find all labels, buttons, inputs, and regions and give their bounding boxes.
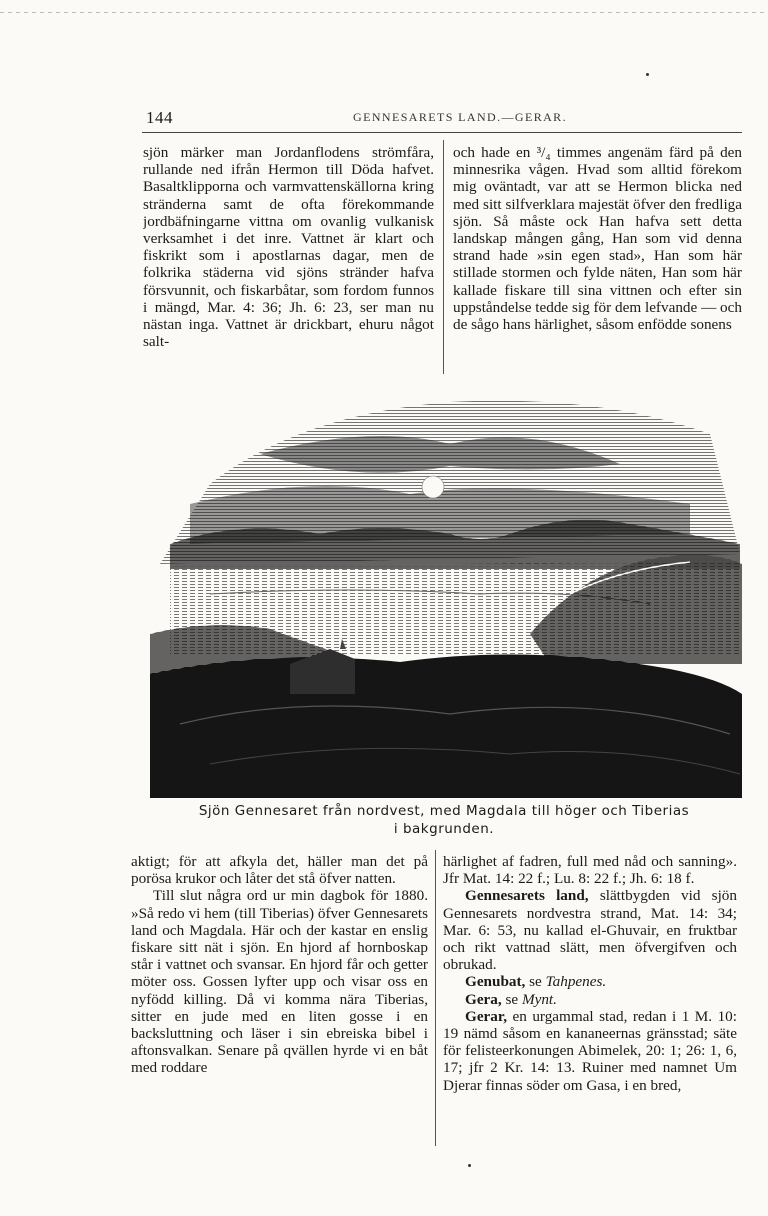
header-rule: [142, 132, 742, 133]
entry-reference: Mynt.: [521, 990, 557, 1008]
bottom-left-column: [131, 853, 428, 1146]
entry-headword: Gera,: [465, 990, 502, 1008]
speck: [468, 1164, 471, 1167]
caption-line: i bakgrunden.: [393, 821, 495, 837]
illustration-caption: [140, 802, 748, 838]
paragraph: aktigt; för att afkyla det, häller man det på porösa krukor och låter det stå öfver natten.: [131, 853, 428, 888]
running-head: GENNESARETS LAND.—GERAR.: [353, 110, 567, 124]
entry-reference: Tahpenes.: [545, 973, 607, 991]
page-number: 144: [146, 108, 173, 127]
scan-edge-line: [0, 12, 768, 13]
bottom-right-column: [443, 853, 737, 1146]
dictionary-entry: [443, 1008, 737, 1094]
dictionary-entry: [443, 973, 737, 990]
entry-headword: Gerar,: [465, 1007, 508, 1025]
entry-body: en urgammal stad, redan i 1 M. 10: 19 nämd såsom en kananeernas gränsstad; säte för felisteerkonungen Abimelek, 20: 1; 26: 1, 6, 17; jfr 2 Kr. 14: 13. Ruiner med namnet Um Djerar finnas söder om Gasa, i en bred,: [443, 1007, 737, 1094]
paragraph: och hade en ³/₄ timmes angenäm färd på den minnesrika vågen. Hvad som alltid förekom mig oväntadt, var att se Hermon blicka ned med sitt silfverklara majestät öfver den fredliga sjön. Så måste ock Han hafva sett detta landskap mången gång, Han som vid denna strand hade »sin egen stad», Han som här stillade stormen och fylde näten, Han som här kallade fiskare till sina vittnen och efter sin uppståndelse tedde sig för dem lefvande — och de sågo hans härlighet, såsom enfödde sonens: [453, 144, 742, 334]
caption-line: Sjön Gennesaret från nordvest, med Magdala till höger och Tiberias: [198, 803, 690, 819]
entry-see: se: [501, 990, 522, 1008]
engraving-sea-of-galilee: [150, 394, 742, 798]
column-divider: [435, 850, 436, 1146]
top-left-column: [143, 144, 434, 372]
paragraph: sjön märker man Jordanflodens strömfåra, rullande ned ifrån Hermon till Döda hafvet. Basaltklipporna och varmvattenskällorna kring stränderna samt de ofta förekommande jordbäfningarne vittna om ovanlig vulkanisk verksamhet i det inre. Vattnet är klart och fiskrikt som i apostlarnas dagar, men de folkrika städerna vid sjöns stränder hafva försvunnit, och fiskarbåtar, som fordom funnos i mängd, Mar. 4: 36; Jh. 6: 23, ser man nu nästan inga. Vattnet är drickbart, ehuru något salt-: [143, 144, 434, 351]
entry-headword: Gennesarets land,: [465, 887, 589, 905]
paragraph: Till slut några ord ur min dagbok för 1880. »Så redo vi hem (till Tiberias) öfver Gennesarets land och Magdala. Här och der kastar en enslig fiskare sitt nät i sjön. En hjord af hornboskap står i vattnet och svansar. En hjord får och getter möter oss. Gossen lyfter upp och visar oss en nyfödd killing. Då vi komma nära Tiberias, sitter en jude med en liten gosse i en backsluttning och läser i sin ebreiska bibel i aftonsvalkan. Senare på qvällen hyrde vi en båt med roddare: [131, 887, 428, 1077]
entry-see: se: [525, 973, 546, 991]
dictionary-entry: [443, 991, 737, 1008]
entry-headword: Genubat,: [465, 973, 526, 991]
entry-body: slättbygden vid sjön Gennesarets nordvestra strand, Mat. 14: 34; Mar. 6: 53, nu kallad el-Ghuvair, en fruktbar och rikt vattnad slätt, men öfvergifven och obrukad.: [443, 887, 737, 974]
dictionary-entry: [443, 887, 737, 973]
column-divider: [443, 140, 444, 374]
top-right-column: [453, 144, 742, 372]
speck: [646, 73, 649, 76]
paragraph: härlighet af fadren, full med nåd och sanning». Jfr Mat. 14: 22 f.; Lu. 8: 22 f.; Jh. 6: 18 f.: [443, 853, 737, 888]
